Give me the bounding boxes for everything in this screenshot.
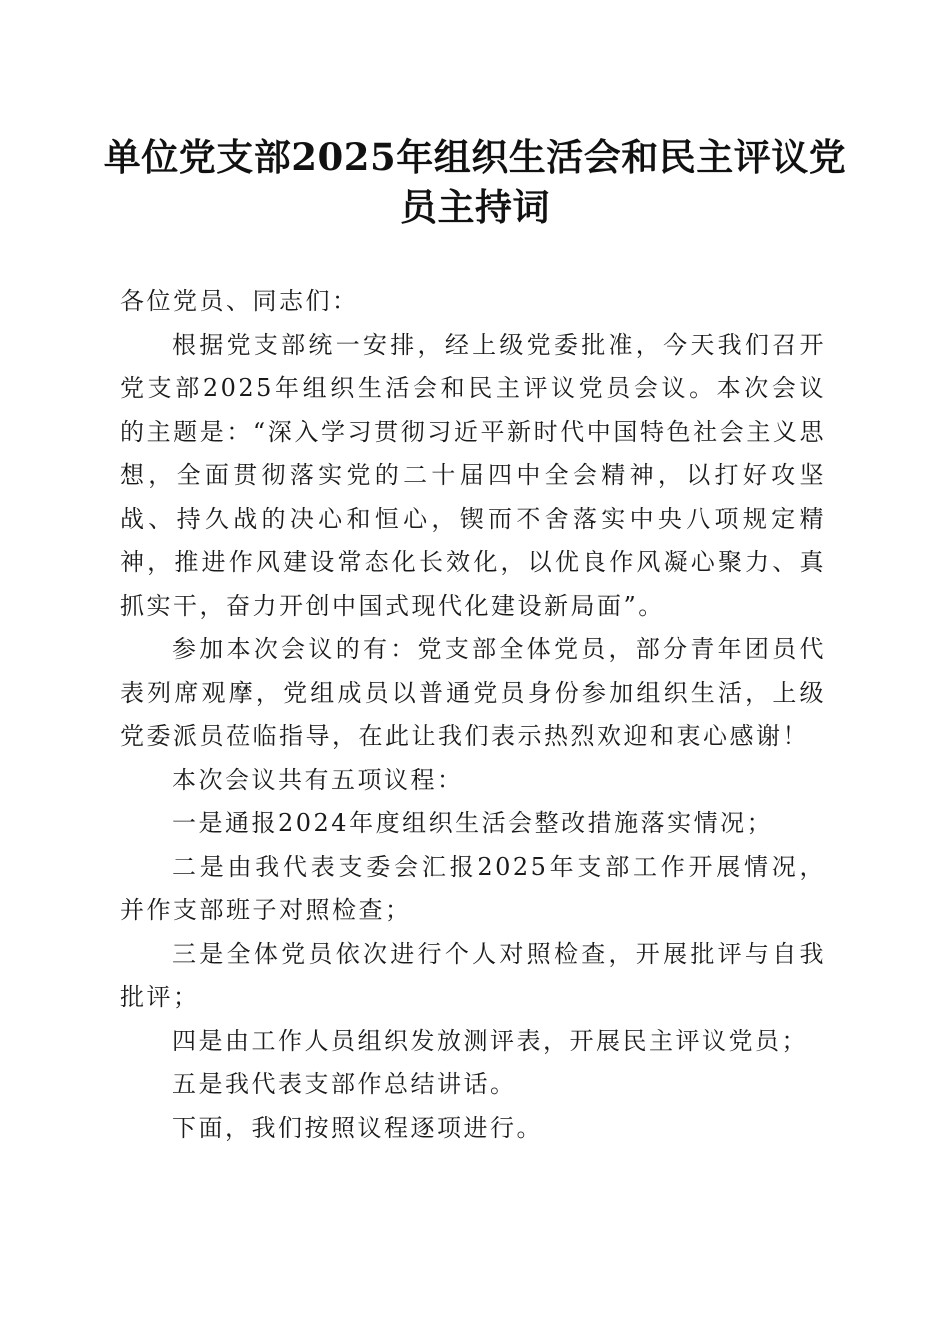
agenda-item-5: 五是我代表支部作总结讲话。 <box>172 1070 517 1098</box>
agenda-item-2: 二是由我代表支委会汇报2025年支部工作开展情况，并作支部班子对照检查； <box>120 852 826 924</box>
salutation: 各位党员、同志们： <box>120 287 359 315</box>
agenda-item-1: 一是通报2024年度组织生活会整改措施落实情况； <box>172 809 774 837</box>
paragraph-intro: 根据党支部统一安排，经上级党委批准，今天我们召开党支部2025年组织生活会和民主评议党员会议。本次会议的主题是：“深入学习贯彻习近平新时代中国特色社会主义思想，全面贯彻落实党的二十届四中全会精神，以打好攻坚战、持久战的决心和恒心，锲而不舍落实中央八项规定精神，推进作风建设常态化长效化，以优良作风凝心聚力、真抓实干，奋力开创中国式现代化建设新局面”。 <box>120 330 826 620</box>
document-title: 单位党支部2025年组织生活会和民主评议党员主持词 <box>103 135 847 229</box>
paragraph-closing: 下面，我们按照议程逐项进行。 <box>172 1113 543 1142</box>
paragraph-attendees: 参加本次会议的有：党支部全体党员，部分青年团员代表列席观摩，党组成员以普通党员身份参加组织生活，上级党委派员莅临指导，在此让我们表示热烈欢迎和衷心感谢！ <box>120 635 826 750</box>
agenda-item-3: 三是全体党员依次进行个人对照检查，开展批评与自我批评； <box>120 939 826 1011</box>
agenda-item-4: 四是由工作人员组织发放测评表，开展民主评议党员； <box>172 1026 808 1055</box>
paragraph-agenda-heading: 本次会议共有五项议程： <box>172 765 464 794</box>
document-body <box>120 280 826 1150</box>
